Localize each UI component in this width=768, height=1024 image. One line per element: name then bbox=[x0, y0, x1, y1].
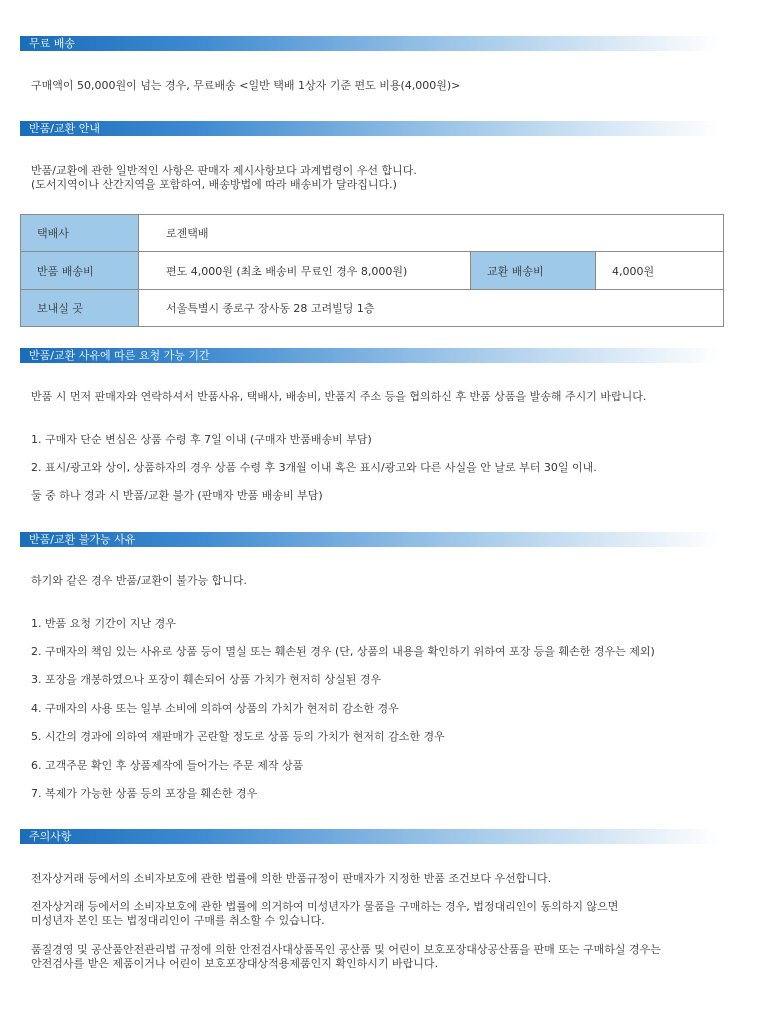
notice-paragraph-3-line-2: 안전검사를 받은 제품이거나 어린이 보호포장대상적용제품인지 확인하시기 바랍니다. bbox=[31, 957, 439, 970]
list-item: 7. 복제가 가능한 상품 등의 포장을 훼손한 경우 bbox=[31, 787, 258, 800]
list-item: 2. 구매자의 책임 있는 사유로 상품 등이 멸실 또는 훼손된 경우 (단, 상품의 내용을 확인하기 위하여 포장 등을 훼손한 경우는 제외) bbox=[31, 645, 655, 658]
list-item: 5. 시간의 경과에 의하여 재판매가 곤란할 정도로 상품 등의 가치가 현저히 감소한 경우 bbox=[31, 730, 445, 743]
list-item: 3. 포장을 개봉하였으나 포장이 훼손되어 상품 가치가 현저히 상실된 경우 bbox=[31, 673, 382, 686]
return-fee-label: 반품 배송비 bbox=[21, 252, 139, 290]
return-guide-line-2: (도서지역이나 산간지역을 포함하여, 배송방법에 따라 배송비가 달라집니다.) bbox=[31, 178, 397, 191]
not-allowed-intro: 하기와 같은 경우 반품/교환이 불가능 합니다. bbox=[31, 574, 247, 587]
list-item: 1. 반품 요청 기간이 지난 경우 bbox=[31, 617, 176, 630]
shipping-info-table bbox=[20, 214, 724, 327]
list-item: 6. 고객주문 확인 후 상품제작에 들어가는 주문 제작 상품 bbox=[31, 759, 304, 772]
table-row bbox=[21, 252, 724, 290]
section-header-not-allowed: 반품/교환 불가능 사유 bbox=[20, 532, 720, 547]
table-row bbox=[21, 290, 724, 327]
return-guide-line-1: 반품/교환에 관한 일반적인 사항은 판매자 제시사항보다 과계법령이 우선 합니다. bbox=[31, 164, 417, 177]
list-item: 2. 표시/광고와 상이, 상품하자의 경우 상품 수령 후 3개월 이내 혹은 표시/광고와 다른 사실을 안 날로 부터 30일 이내. bbox=[31, 461, 597, 474]
free-shipping-text: 구매액이 50,000원이 넘는 경우, 무료배송 <일반 택배 1상자 기준 편도 비용(4,000원)> bbox=[31, 79, 461, 92]
courier-label: 택배사 bbox=[21, 215, 139, 252]
address-value: 서울특별시 종로구 장사동 28 고려빌딩 1층 bbox=[139, 290, 724, 327]
courier-value: 로젠택배 bbox=[139, 215, 724, 252]
notice-paragraph-3-line-1: 품질경영 및 공산품안전관리법 규정에 의한 안전검사대상품목인 공산품 및 어린이 보호포장대상공산품을 판매 또는 구매하실 경우는 bbox=[31, 943, 661, 956]
list-item: 1. 구매자 단순 변심은 상품 수령 후 7일 이내 (구매자 반품배송비 부담) bbox=[31, 433, 372, 446]
notice-paragraph-1: 전자상거래 등에서의 소비자보호에 관한 법률에 의한 반품규정이 판매자가 지정한 반품 조건보다 우선합니다. bbox=[31, 872, 552, 885]
section-header-return-guide: 반품/교환 안내 bbox=[20, 121, 720, 136]
exchange-fee-value: 4,000원 bbox=[596, 252, 724, 290]
notice-paragraph-2-line-1: 전자상거래 등에서의 소비자보호에 관한 법률에 의거하여 미성년자가 물품을 구매하는 경우, 법정대리인이 동의하지 않으면 bbox=[31, 900, 619, 913]
return-fee-value: 편도 4,000원 (최초 배송비 무료인 경우 8,000원) bbox=[139, 252, 471, 290]
address-label: 보내실 곳 bbox=[21, 290, 139, 327]
list-item: 4. 구매자의 사용 또는 일부 소비에 의하여 상품의 가치가 현저히 감소한 경우 bbox=[31, 702, 399, 715]
section-header-notice: 주의사항 bbox=[20, 829, 720, 844]
section-header-free-shipping: 무료 배송 bbox=[20, 36, 720, 51]
list-item: 둘 중 하나 경과 시 반품/교환 불가 (판매자 반품 배송비 부담) bbox=[31, 489, 323, 502]
exchange-fee-label: 교환 배송비 bbox=[471, 252, 596, 290]
notice-paragraph-2-line-2: 미성년자 본인 또는 법정대리인이 구매를 취소할 수 있습니다. bbox=[31, 914, 325, 927]
request-period-intro: 반품 시 먼저 판매자와 연락하셔서 반품사유, 택배사, 배송비, 반품지 주소 등을 협의하신 후 반품 상품을 발송해 주시기 바랍니다. bbox=[31, 390, 647, 403]
table-row bbox=[21, 215, 724, 252]
section-header-request-period: 반품/교환 사유에 따른 요청 가능 기간 bbox=[20, 348, 720, 363]
